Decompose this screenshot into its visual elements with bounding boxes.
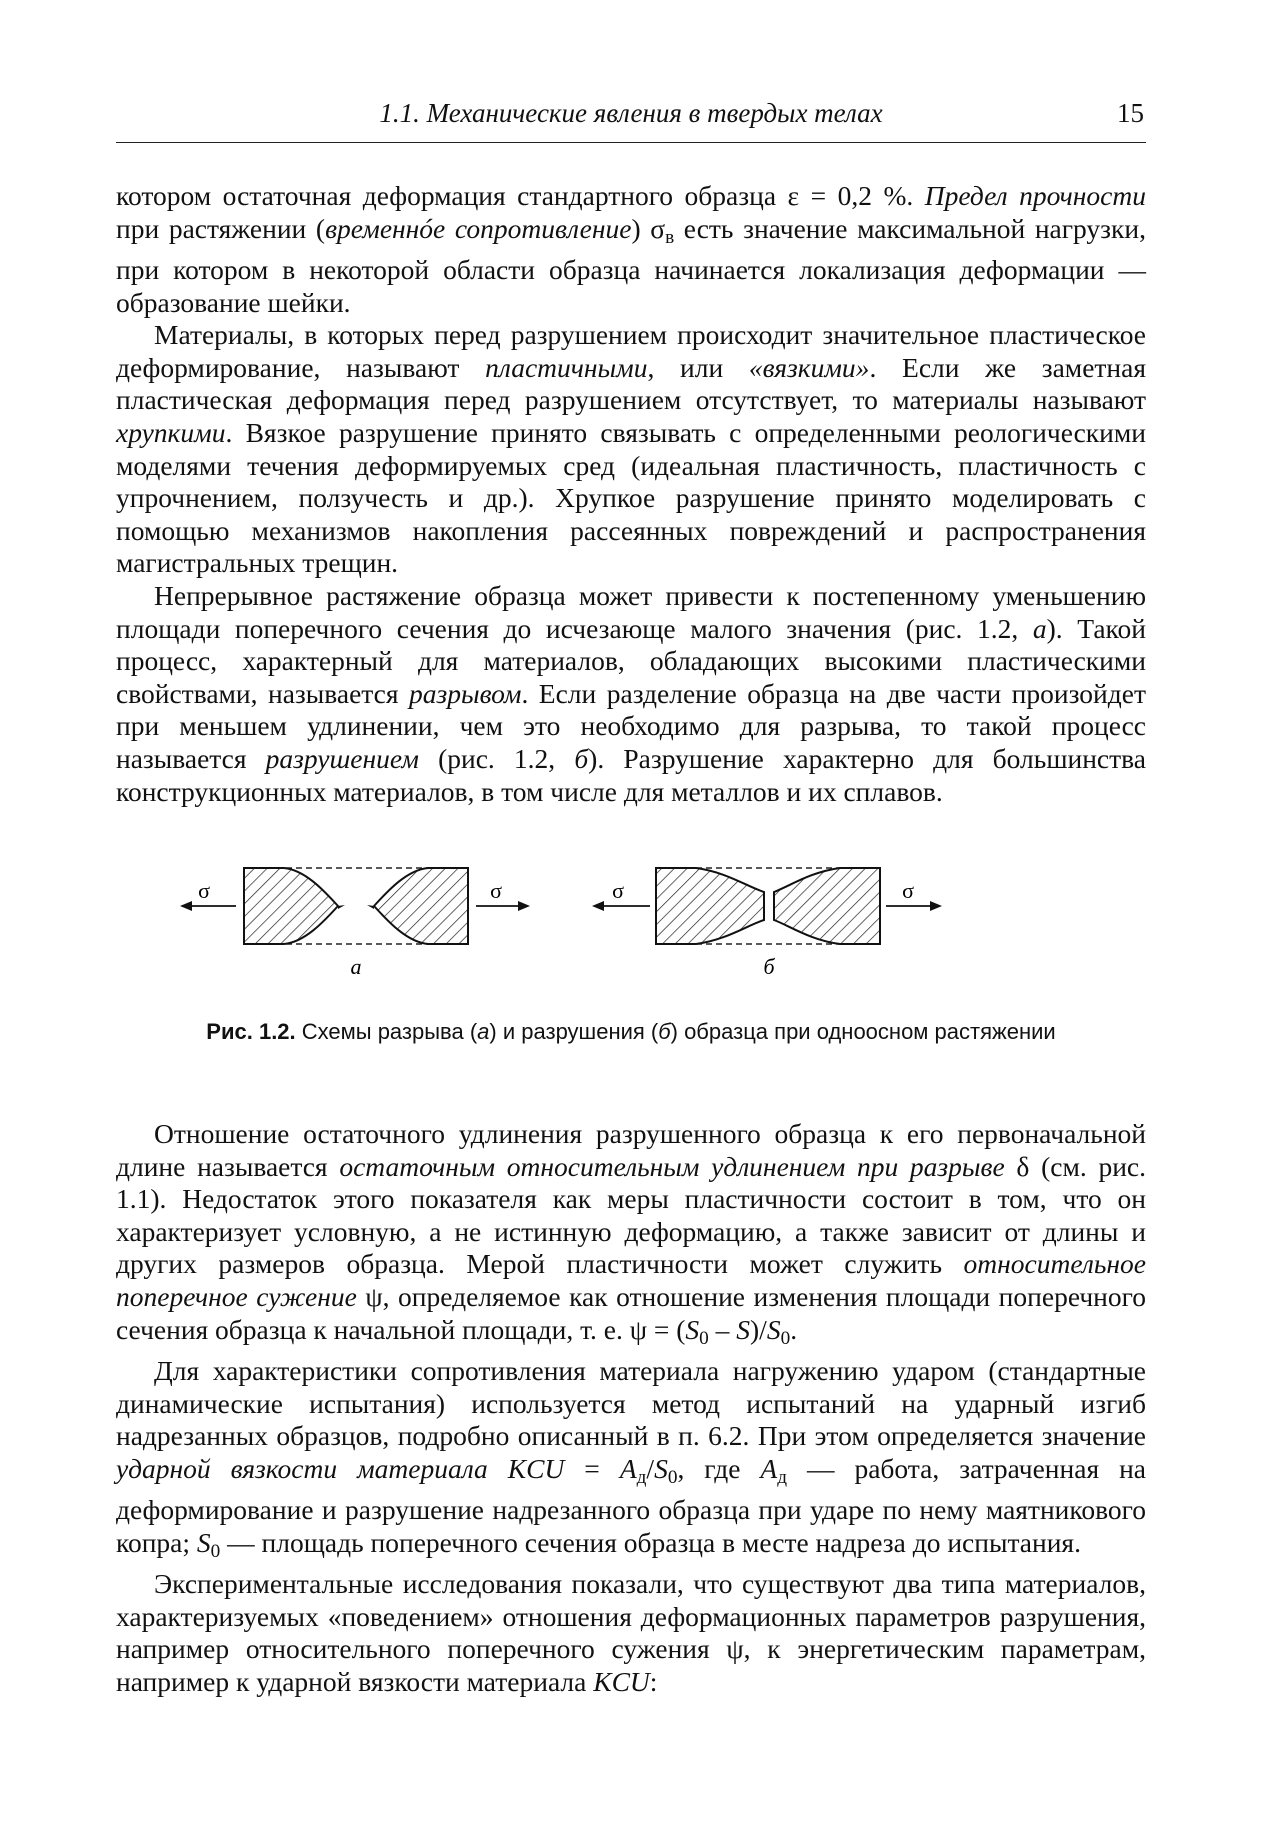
sigma-label: σ (198, 878, 210, 903)
sigma-label: σ (902, 878, 914, 903)
paragraph-1: котором остаточная деформация стандартного образца ε = 0,2 %. Предел прочности при растяжении (временнóе сопротивление) $\sigma_в$ есть значение максимальной нагрузки, при котором в некоторой области образца начинается локализация деформации — образование шейки. (116, 180, 1146, 318)
diagram-b (592, 868, 942, 944)
specimen-left-half-b (656, 868, 764, 944)
paragraph-3: Непрерывное растяжение образца может привести к постепенному уменьшению площади поперечного сечения до исчезающе малого значения (рис. 1.2, а). Такой процесс, характерный для материалов, обладающих высокими пластическими свойствами, называется разрывом. Если разделение образца на две части произойдет при меньшем удлинении, чем это необходимо для разрыва, то такой процесс называется разрушением (рис. 1.2, б). Разрушение характерно для большинства конструкционных материалов, в том числе для металлов и их сплавов. (116, 579, 1146, 807)
running-header-title: 1.1. Механические явления в твердых телах (379, 98, 883, 128)
specimen-left-half-a (244, 868, 338, 944)
specimen-right-half-b (774, 868, 880, 944)
figure-caption: Рис. 1.2. Схемы разрыва (а) и разрушения (б) образца при одноосном растяжении (206, 1019, 1056, 1044)
text-block-bottom (116, 1118, 1146, 1699)
diagram-a (180, 868, 530, 944)
paragraph-4: Отношение остаточного удлинения разрушенного образца к его первоначальной длине называется остаточным относительным удлинением при разрыве δ (см. рис. 1.1). Недостаток этого показателя как меры пластичности состоит в том, что он характеризует условную, а не истинную деформацию, а также зависит от длины и других размеров образца. Мерой пластичности может служить относительное поперечное сужение ψ, определяемое как отношение изменения площади поперечного сечения образца к начальной площади, т. е. $\psi = (S_0 - S)/S_0$. (116, 1118, 1147, 1349)
page-number: 15 (1117, 98, 1144, 128)
sigma-label: σ (612, 878, 624, 903)
paragraph-5: Для характеристики сопротивления материала нагружению ударом (стандартные динамические испытания) используется метод испытаний на ударный изгиб надрезанных образцов, подробно описанный в п. 6.2. При этом определяется значение ударной вязкости материала KCU = $A_д/S_0$, где $A_д$ — работа, затраченная на деформирование и разрушение надрезанного образца при ударе по нему маятникового копра; $S_0$ — площадь поперечного сечения образца в месте надреза до испытания. (116, 1354, 1147, 1562)
fracture-diagram (198, 858, 1036, 979)
figure-1-2 (116, 858, 1146, 1118)
sigma-label: σ (490, 878, 502, 903)
text-block-top (116, 180, 1146, 808)
specimen-right-half-a (374, 868, 468, 944)
paragraph-2: Материалы, в которых перед разрушением происходит значительное пластическое деформирование, называют пластичными, или «вязкими». Если же заметная пластическая деформация перед разрушением отсутствует, то материалы называют хрупкими. Вязкое разрушение принято связывать с определенными реологическими моделями течения деформируемых сред (идеальная пластичность, пластичность с упрочнением, ползучесть и др.). Хрупкое разрушение принято моделировать с помощью механизмов накопления рассеянных повреждений и распространения магистральных трещин. (116, 319, 1147, 579)
subfigure-label-b: б (763, 954, 775, 979)
running-header (116, 98, 1146, 143)
paragraph-6: Экспериментальные исследования показали, что существуют два типа материалов, характеризуемых «поведением» отношения деформационных параметров разрушения, например относительного поперечного сужения ψ, к энергетическим параметрам, например к ударной вязкости материала KCU: (116, 1568, 1146, 1697)
subfigure-label-a: а (350, 954, 362, 979)
